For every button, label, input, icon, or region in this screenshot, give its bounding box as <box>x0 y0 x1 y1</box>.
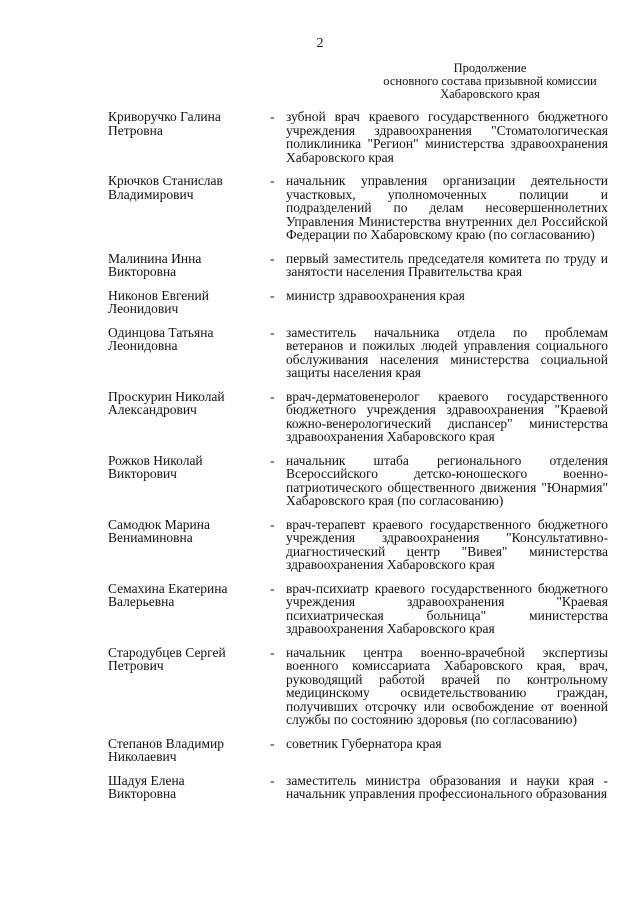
continuation-heading <box>370 62 610 101</box>
separator-dash: - <box>270 250 275 266</box>
member-name <box>108 774 270 801</box>
member-surname-first-name: Самодюк Марина <box>108 516 210 532</box>
member-name <box>108 518 270 545</box>
member-patronymic: Валерьевна <box>108 594 175 609</box>
member-surname-first-name: Рожков Николай <box>108 452 203 468</box>
separator-dash: - <box>270 324 275 340</box>
member-entry <box>108 110 608 164</box>
member-patronymic: Александрович <box>108 402 197 417</box>
member-position: заместитель начальника отдела по проблемам ветеранов и пожилых людей управления социального обслуживания населения министерства социальной защиты населения края <box>286 324 608 380</box>
separator-dash: - <box>270 735 275 751</box>
member-patronymic: Владимирович <box>108 186 194 202</box>
member-surname-first-name: Криворучко Галина <box>108 109 221 124</box>
member-name <box>108 646 270 673</box>
member-entry <box>108 174 608 242</box>
member-name <box>108 110 270 137</box>
member-position: советник Губернатора края <box>286 735 442 751</box>
member-position: начальник штаба регионального отделения Всероссийского детско-юношеского военно-патриотического общественного движения "Юнармия" Хабаровского края (по согласованию) <box>286 452 608 508</box>
member-patronymic: Вениаминовна <box>108 530 193 545</box>
member-entry <box>108 518 608 572</box>
member-name <box>108 289 270 316</box>
member-entry <box>108 390 608 444</box>
member-entry <box>108 582 608 636</box>
separator-dash: - <box>270 452 275 468</box>
member-surname-first-name: Никонов Евгений <box>108 287 209 303</box>
continuation-line: Хабаровского края <box>440 87 540 101</box>
member-position: начальник управления организации деятельности участковых, уполномоченных полиции и подразделений по делам несовершеннолетних Управления Министерства внутренних дел Российской Федерации по Хабаровскому краю (по согласованию) <box>286 173 608 242</box>
commission-member-list <box>108 110 608 811</box>
separator-dash: - <box>270 109 275 124</box>
member-entry <box>108 289 608 316</box>
member-position: заместитель министра образования и науки края - начальник управления профессионального образования <box>286 772 608 801</box>
continuation-line: основного состава призывной комиссии <box>383 74 597 88</box>
separator-dash: - <box>270 173 275 188</box>
member-patronymic: Викторович <box>108 466 177 481</box>
member-surname-first-name: Стародубцев Сергей <box>108 644 226 660</box>
member-patronymic: Петровна <box>108 122 163 138</box>
member-position: врач-терапевт краевого государственного бюджетного учреждения здравоохранения "Консультативно-диагностический центр "Вивея" министерства здравоохранения Хабаровского края <box>286 516 608 572</box>
separator-dash: - <box>270 287 275 303</box>
member-surname-first-name: Шадуя Елена <box>108 772 185 788</box>
member-patronymic: Николаевич <box>108 749 177 764</box>
separator-dash: - <box>270 580 275 596</box>
member-name <box>108 582 270 609</box>
separator-dash: - <box>270 516 275 532</box>
member-surname-first-name: Одинцова Татьяна <box>108 324 214 340</box>
member-entry <box>108 252 608 279</box>
member-name <box>108 326 270 353</box>
member-name <box>108 390 270 417</box>
page-number: 2 <box>316 36 324 51</box>
member-surname-first-name: Малинина Инна <box>108 250 202 266</box>
member-position: врач-психиатр краевого государственного бюджетного учреждения здравоохранения "Краевая психиатрическая больница" министерства здравоохранения Хабаровского края <box>286 580 608 636</box>
member-entry <box>108 454 608 508</box>
separator-dash: - <box>270 772 275 788</box>
member-patronymic: Викторовна <box>108 786 177 801</box>
member-position: зубной врач краевого государственного бюджетного учреждения здравоохранения "Стоматологическая поликлиника "Регион" министерства здравоохранения Хабаровского края <box>286 109 608 165</box>
member-name <box>108 737 270 764</box>
member-entry <box>108 774 608 801</box>
separator-dash: - <box>270 644 275 660</box>
member-patronymic: Леонидовна <box>108 338 178 353</box>
member-surname-first-name: Крючков Станислав <box>108 173 223 188</box>
member-patronymic: Викторовна <box>108 264 177 279</box>
member-name <box>108 174 270 201</box>
member-entry <box>108 646 608 727</box>
member-position: первый заместитель председателя комитета по труду и занятости населения Правительства края <box>286 250 608 279</box>
member-patronymic: Петрович <box>108 658 164 673</box>
member-name <box>108 252 270 279</box>
member-surname-first-name: Проскурин Николай <box>108 388 225 404</box>
member-position: врач-дерматовенеролог краевого государственного бюджетного учреждения здравоохранения "Краевой кожно-венерологический диспансер" министерства здравоохранения Хабаровского края <box>286 388 608 444</box>
member-entry <box>108 326 608 380</box>
member-surname-first-name: Степанов Владимир <box>108 735 225 751</box>
continuation-line: Продолжение <box>453 61 527 75</box>
member-patronymic: Леонидович <box>108 301 179 316</box>
member-entry <box>108 737 608 764</box>
member-position: министр здравоохранения края <box>286 287 465 303</box>
member-position: начальник центра военно-врачебной экспертизы военного комиссариата Хабаровского края, врач, руководящий работой врачей по контрольному медицинскому освидетельствованию граждан, получивших отсрочку или освобождение от военной службы по состоянию здоровья (по согласованию) <box>286 644 608 727</box>
separator-dash: - <box>270 388 275 404</box>
member-surname-first-name: Семахина Екатерина <box>108 580 228 596</box>
member-name <box>108 454 270 481</box>
